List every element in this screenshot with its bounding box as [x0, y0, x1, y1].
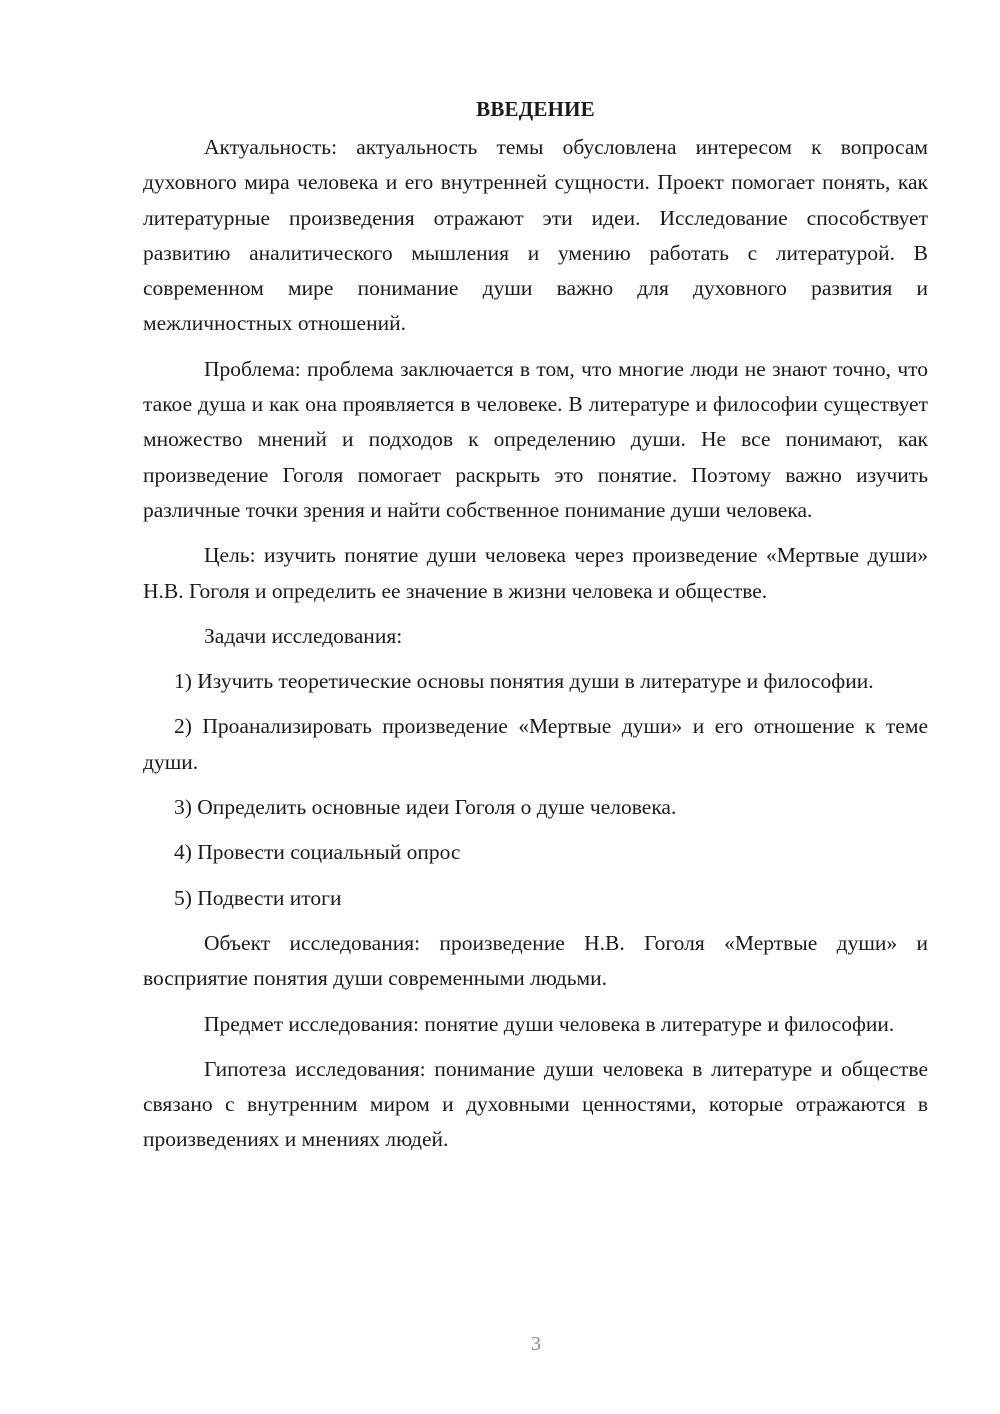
task-item: 5) Подвести итоги	[174, 885, 342, 910]
document-page	[143, 92, 928, 1168]
subject-paragraph: Предмет исследования: понятие души человека в литературе и философии.	[204, 1011, 895, 1036]
object-paragraph: Объект исследования: произведение Н.В. Гоголя «Мертвые души» и восприятие понятия души современными людьми.	[143, 930, 928, 991]
task-item: 2) Проанализировать произведение «Мертвые души» и его отношение к теме души.	[143, 714, 928, 774]
problem-paragraph: Проблема: проблема заключается в том, что многие люди не знают точно, что такое душа и как она проявляется в человеке. В литературе и философии существует множество мнений и подходов к определению души. Не все понимают, как произведение Гоголя помогает раскрыть это понятие. Поэтому важно изучить различные точки зрения и найти собственное понимание души человека.	[143, 356, 928, 522]
task-item: 4) Провести социальный опрос	[174, 840, 461, 865]
task-item: 1) Изучить теоретические основы понятия души в литературе и философии.	[174, 669, 874, 694]
task-item: 3) Определить основные идеи Гоголя о душе человека.	[174, 795, 677, 820]
tasks-title: Задачи исследования:	[204, 623, 403, 648]
page-number: 3	[531, 1333, 541, 1355]
page-title: ВВЕДЕНИЕ	[476, 97, 595, 121]
hypothesis-paragraph: Гипотеза исследования: понимание души человека в литературе и обществе связано с внутренним миром и духовными ценностями, которые отражаются в произведениях и мнениях людей.	[143, 1056, 928, 1152]
relevance-paragraph: Актуальность: актуальность темы обусловлена интересом к вопросам духовного мира человека и его внутренней сущности. Проект помогает понять, как литературные произведения отражают эти идеи. Исследование способствует развитию аналитического мышления и умению работать с литературой. В современном мире понимание души важно для духовного развития и межличностных отношений.	[143, 135, 928, 336]
goal-paragraph: Цель: изучить понятие души человека через произведение «Мертвые души» Н.В. Гоголя и определить ее значение в жизни человека и обществе.	[143, 543, 928, 603]
